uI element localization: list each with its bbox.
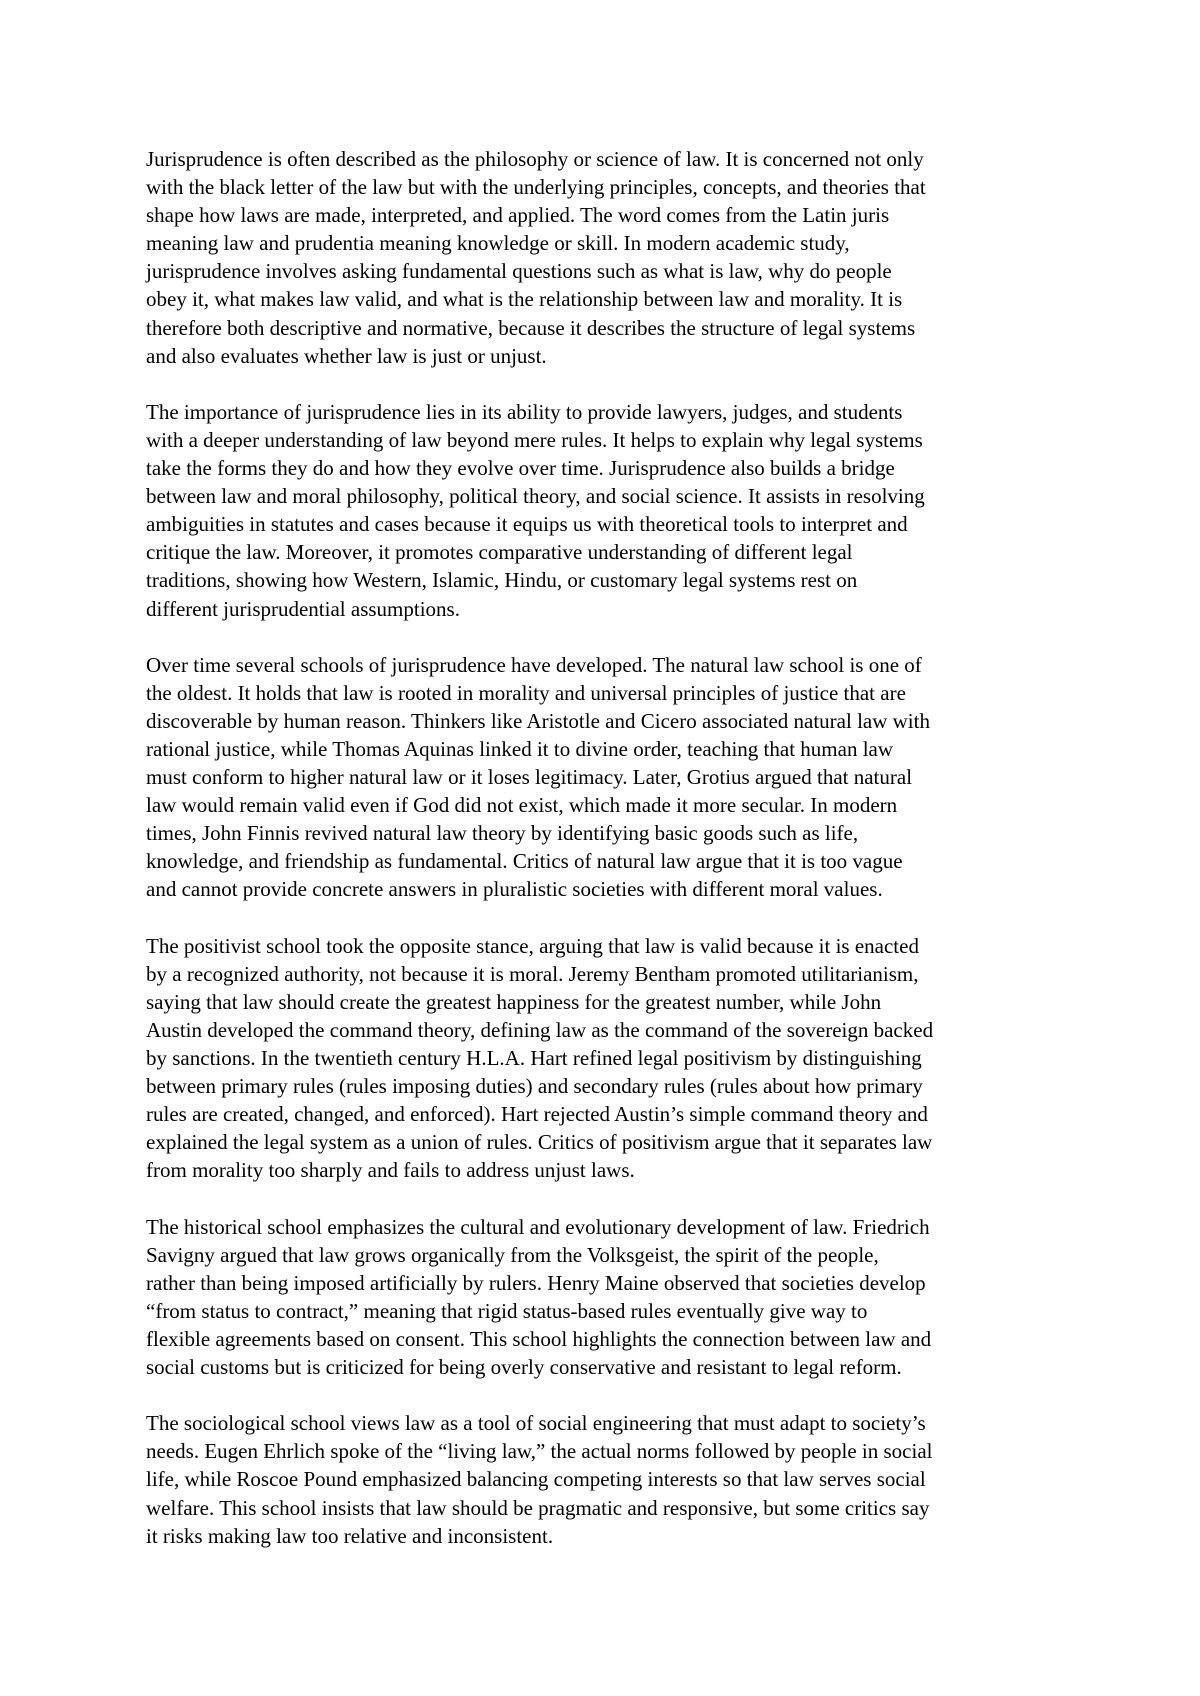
- text-line: Over time several schools of jurisprudence have developed. The natural law school is one of: [146, 652, 922, 677]
- text-line: the oldest. It holds that law is rooted in morality and universal principles of justice that are: [146, 680, 906, 705]
- text-line: discoverable by human reason. Thinkers like Aristotle and Cicero associated natural law with: [146, 708, 930, 733]
- text-line: rational justice, while Thomas Aquinas linked it to divine order, teaching that human law: [146, 736, 894, 761]
- text-line: explained the legal system as a union of rules. Critics of positivism argue that it separates law: [146, 1130, 933, 1155]
- text-line: “from status to contract,” meaning that rigid status-based rules eventually give way to: [146, 1298, 868, 1323]
- text-line: Jurisprudence is often described as the philosophy or science of law. It is concerned not only: [146, 147, 924, 171]
- text-line: between law and moral philosophy, political theory, and social science. It assists in resolving: [146, 484, 925, 509]
- text-line: The sociological school views law as a tool of social engineering that must adapt to society’s: [146, 1411, 926, 1436]
- text-line: obey it, what makes law valid, and what is the relationship between law and morality. It is: [146, 287, 903, 312]
- text-line: by sanctions. In the twentieth century H.L.A. Hart refined legal positivism by distinguishing: [146, 1046, 922, 1070]
- text-line: critique the law. Moreover, it promotes comparative understanding of different legal: [146, 540, 853, 565]
- paragraph-importance: [146, 398, 1066, 623]
- text-line: The positivist school took the opposite stance, arguing that law is valid because it is enacted: [146, 933, 919, 958]
- paragraph-historical-school: [146, 1213, 1066, 1382]
- text-line: social customs but is criticized for being overly conservative and resistant to legal reform.: [146, 1355, 902, 1380]
- paragraph-natural-law: [146, 651, 1066, 904]
- paragraph-sociological-school: [146, 1409, 1066, 1549]
- paragraph-positivism: [146, 932, 1066, 1185]
- text-line: by a recognized authority, not because it is moral. Jeremy Bentham promoted utilitarianism,: [146, 961, 919, 986]
- text-line: Austin developed the command theory, defining law as the command of the sovereign backed: [146, 1017, 934, 1042]
- text-line: jurisprudence involves asking fundamental questions such as what is law, why do people: [146, 259, 892, 284]
- text-line: therefore both descriptive and normative, because it describes the structure of legal systems: [146, 315, 916, 340]
- paragraph-definition: [146, 145, 1066, 370]
- text-line: The importance of jurisprudence lies in its ability to provide lawyers, judges, and students: [146, 399, 903, 424]
- text-line: with a deeper understanding of law beyond mere rules. It helps to explain why legal systems: [146, 427, 923, 452]
- text-line: times, John Finnis revived natural law theory by identifying basic goods such as life,: [146, 821, 859, 846]
- text-line: from morality too sharply and fails to address unjust laws.: [146, 1158, 635, 1183]
- text-line: with the black letter of the law but with the underlying principles, concepts, and theories that: [146, 175, 926, 200]
- text-line: The historical school emphasizes the cultural and evolutionary development of law. Friedrich: [146, 1214, 930, 1239]
- text-line: law would remain valid even if God did not exist, which made it more secular. In modern: [146, 793, 898, 818]
- text-line: meaning law and prudentia meaning knowledge or skill. In modern academic study,: [146, 231, 850, 256]
- text-line: and also evaluates whether law is just or unjust.: [146, 343, 547, 368]
- text-line: different jurisprudential assumptions.: [146, 596, 460, 621]
- text-line: between primary rules (rules imposing duties) and secondary rules (rules about how primary: [146, 1074, 923, 1099]
- document-body: [146, 145, 1066, 1578]
- text-line: take the forms they do and how they evolve over time. Jurisprudence also builds a bridge: [146, 456, 895, 481]
- text-line: ambiguities in statutes and cases because it equips us with theoretical tools to interpret and: [146, 512, 908, 537]
- text-line: rather than being imposed artificially by rulers. Henry Maine observed that societies develop: [146, 1270, 926, 1295]
- text-line: must conform to higher natural law or it loses legitimacy. Later, Grotius argued that natural: [146, 765, 913, 790]
- text-line: and cannot provide concrete answers in pluralistic societies with different moral values.: [146, 877, 883, 902]
- text-line: Savigny argued that law grows organically from the Volksgeist, the spirit of the people,: [146, 1242, 879, 1267]
- text-line: welfare. This school insists that law should be pragmatic and responsive, but some critics say: [146, 1495, 930, 1520]
- text-line: knowledge, and friendship as fundamental. Critics of natural law argue that it is too vague: [146, 849, 903, 874]
- text-line: needs. Eugen Ehrlich spoke of the “living law,” the actual norms followed by people in social: [146, 1439, 933, 1464]
- text-line: life, while Roscoe Pound emphasized balancing competing interests so that law serves social: [146, 1467, 926, 1492]
- text-line: flexible agreements based on consent. This school highlights the connection between law and: [146, 1326, 932, 1351]
- text-line: saying that law should create the greatest happiness for the greatest number, while John: [146, 989, 882, 1014]
- text-line: shape how laws are made, interpreted, and applied. The word comes from the Latin juris: [146, 203, 890, 228]
- text-line: rules are created, changed, and enforced). Hart rejected Austin’s simple command theory and: [146, 1102, 928, 1127]
- text-line: traditions, showing how Western, Islamic, Hindu, or customary legal systems rest on: [146, 568, 858, 593]
- text-line: it risks making law too relative and inconsistent.: [146, 1523, 554, 1548]
